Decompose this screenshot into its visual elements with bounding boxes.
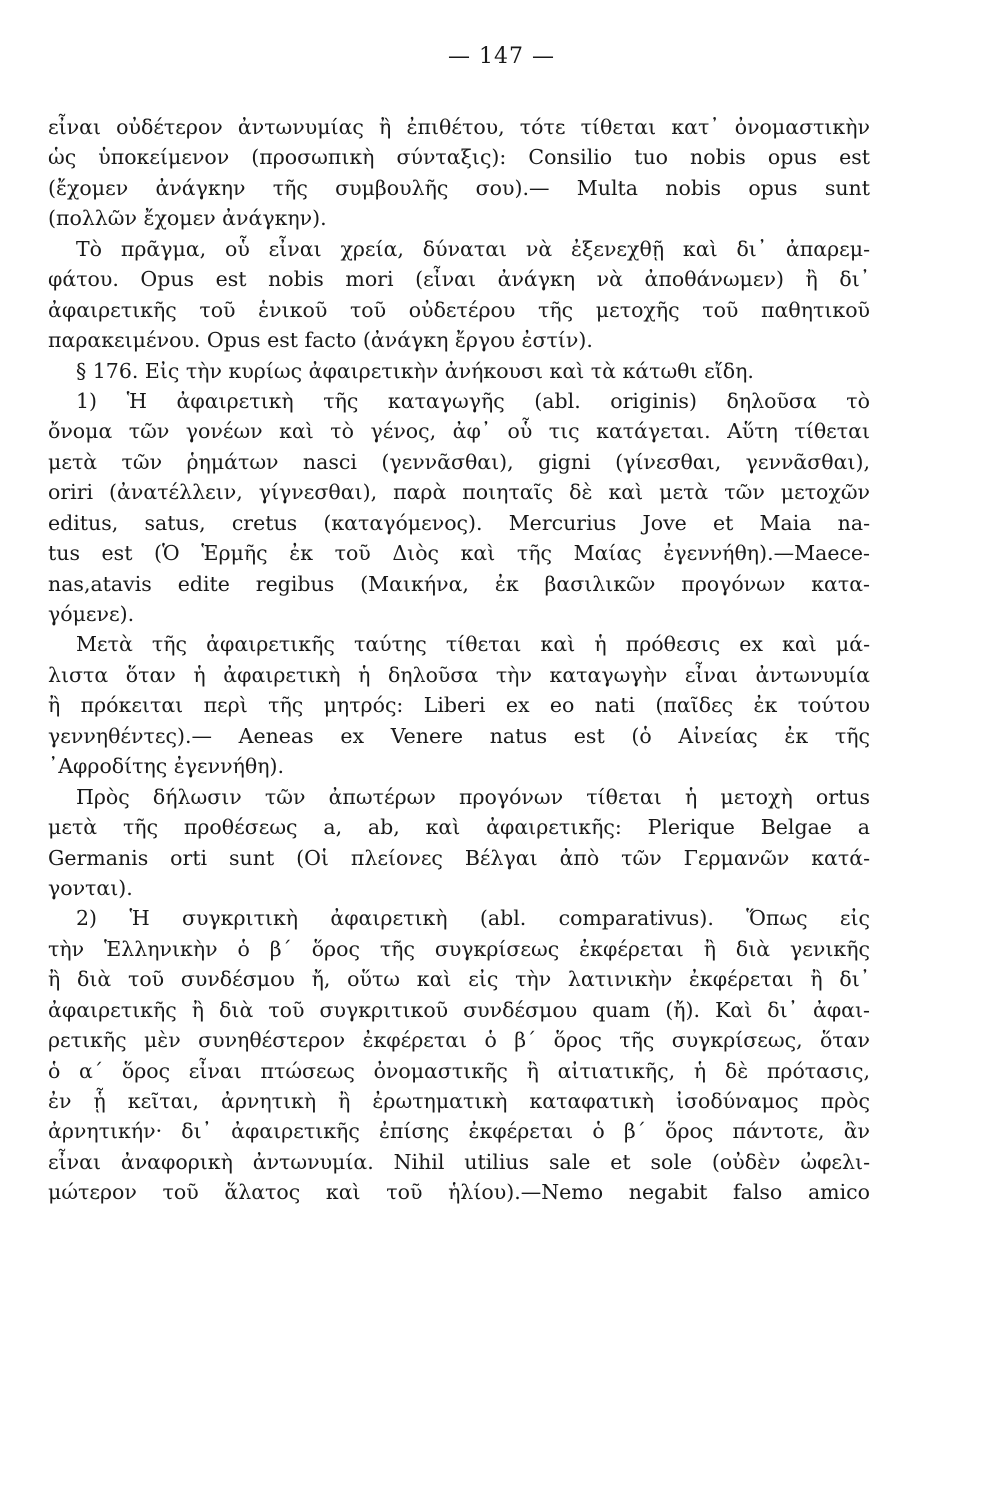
text-line: Τὸ πρᾶγμα, οὗ εἶναι χρεία, δύναται νὰ ἐξενεχθῇ καὶ δι᾽ ἀπαρεμ- [76, 236, 870, 261]
text-line: γόμενε). [48, 602, 135, 626]
text-line: εἶναι οὐδέτερον ἀντωνυμίας ἢ ἐπιθέτου, τότε τίθεται κατ᾽ ὀνομαστικὴν [48, 115, 870, 139]
text-line: ὡς ὑποκείμενον (προσωπικὴ σύνταξις): Consilio tuo nobis opus est [48, 145, 870, 170]
page-number: — 147 — [448, 44, 555, 69]
text-line: 2) Ἡ συγκριτικὴ ἀφαιρετικὴ (abl. comparativus). Ὅπως εἰς [76, 906, 870, 931]
text-line: oriri (ἀνατέλλειν, γίγνεσθαι), παρὰ ποιηταῖς δὲ καὶ μετὰ τῶν μετοχῶν [48, 480, 870, 505]
text-line: ἀρνητικήν· δι᾽ ἀφαιρετικῆς ἐπίσης ἐκφέρεται ὁ β´ ὅρος πάντοτε, ἂν [48, 1119, 870, 1144]
text-line: (ἔχομεν ἀνάγκην τῆς συμβουλῆς σου).— Multa nobis opus sunt [48, 175, 870, 200]
text-line: Μετὰ τῆς ἀφαιρετικῆς ταύτης τίθεται καὶ ἡ πρόθεσις ex καὶ μά- [76, 632, 870, 657]
text-line: ἢ διὰ τοῦ συνδέσμου ἤ, οὕτω καὶ εἰς τὴν λατινικὴν ἐκφέρεται ἢ δι᾽ [48, 967, 870, 992]
text-line: εἶναι ἀναφορικὴ ἀντωνυμία. Nihil utilius sale et sole (οὐδὲν ὠφελι- [48, 1149, 870, 1174]
text-line: φάτου. Opus est nobis mori (εἶναι ἀνάγκη νὰ ἀποθάνωμεν) ἢ δι᾽ [48, 267, 870, 292]
text-line: μώτερον τοῦ ἅλατος καὶ τοῦ ἡλίου).—Nemo negabit falso amico [48, 1180, 870, 1205]
text-line: γονται). [48, 875, 133, 900]
text-line: Germanis orti sunt (Οἱ πλείονες Βέλγαι ἀπὸ τῶν Γερμανῶν κατά- [48, 845, 870, 870]
text-line: μετὰ τῶν ῥημάτων nasci (γεννᾶσθαι), gigni (γίνεσθαι, γεννᾶσθαι), [48, 449, 870, 474]
text-line: ὄνομα τῶν γονέων καὶ τὸ γένος, ἀφ᾽ οὗ τις κατάγεται. Αὕτη τίθεται [48, 419, 870, 444]
text-line: tus est (Ὁ Ἑρμῆς ἐκ τοῦ Διὸς καὶ τῆς Μαίας ἐγεννήθη).—Maece- [48, 541, 870, 566]
text-line: ἢ πρόκειται περὶ τῆς μητρός: Liberi ex eo nati (παῖδες ἐκ τούτου [48, 693, 870, 718]
text-line: ᾽Αφροδίτης ἐγεννήθη). [48, 754, 285, 779]
text-line: ὁ α´ ὅρος εἶναι πτώσεως ὀνομαστικῆς ἢ αἰτιατικῆς, ἡ δὲ πρότασις, [48, 1058, 870, 1083]
text-line: μετὰ τῆς προθέσεως a, ab, καὶ ἀφαιρετικῆς: Plerique Belgae a [48, 815, 870, 840]
text-body [48, 112, 870, 1208]
text-line: ρετικῆς μὲν συνηθέστερον ἐκφέρεται ὁ β´ ὅρος τῆς συγκρίσεως, ὅταν [48, 1028, 870, 1053]
text-line: Πρὸς δήλωσιν τῶν ἀπωτέρων προγόνων τίθεται ἡ μετοχὴ ortus [76, 784, 870, 809]
text-line: § 176. Εἰς τὴν κυρίως ἀφαιρετικὴν ἀνήκουσι καὶ τὰ κάτωθι εἴδη. [76, 358, 754, 383]
text-line: editus, satus, cretus (καταγόμενος). Mercurius Jove et Maia na- [48, 510, 870, 535]
text-line: λιστα ὅταν ἡ ἀφαιρετικὴ ἡ δηλοῦσα τὴν καταγωγὴν εἶναι ἀντωνυμία [48, 662, 870, 687]
text-line: γεννηθέντες).— Aeneas ex Venere natus est (ὁ Αἰνείας ἐκ τῆς [48, 723, 870, 748]
text-line: παρακειμένου. Opus est facto (ἀνάγκη ἔργου ἐστίν). [48, 328, 593, 353]
text-line: ἀφαιρετικῆς ἢ διὰ τοῦ συγκριτικοῦ συνδέσμου quam (ἤ). Καὶ δι᾽ ἀφαι- [48, 997, 870, 1022]
text-line: nas,atavis edite regibus (Μαικήνα, ἐκ βασιλικῶν προγόνων κατα- [48, 571, 870, 596]
text-line: τὴν Ἑλληνικὴν ὁ β´ ὅρος τῆς συγκρίσεως ἐκφέρεται ἢ διὰ γενικῆς [48, 936, 870, 961]
text-line: ἀφαιρετικῆς τοῦ ἑνικοῦ τοῦ οὐδετέρου τῆς μετοχῆς τοῦ παθητικοῦ [48, 297, 870, 322]
text-line: ἐν ᾗ κεῖται, ἀρνητικὴ ἢ ἐρωτηματικὴ καταφατικὴ ἰσοδύναμος πρὸς [48, 1089, 870, 1113]
text-line: (πολλῶν ἔχομεν ἀνάγκην). [48, 206, 327, 231]
text-line: 1) Ἡ ἀφαιρετικὴ τῆς καταγωγῆς (abl. originis) δηλοῦσα τὸ [76, 388, 870, 413]
